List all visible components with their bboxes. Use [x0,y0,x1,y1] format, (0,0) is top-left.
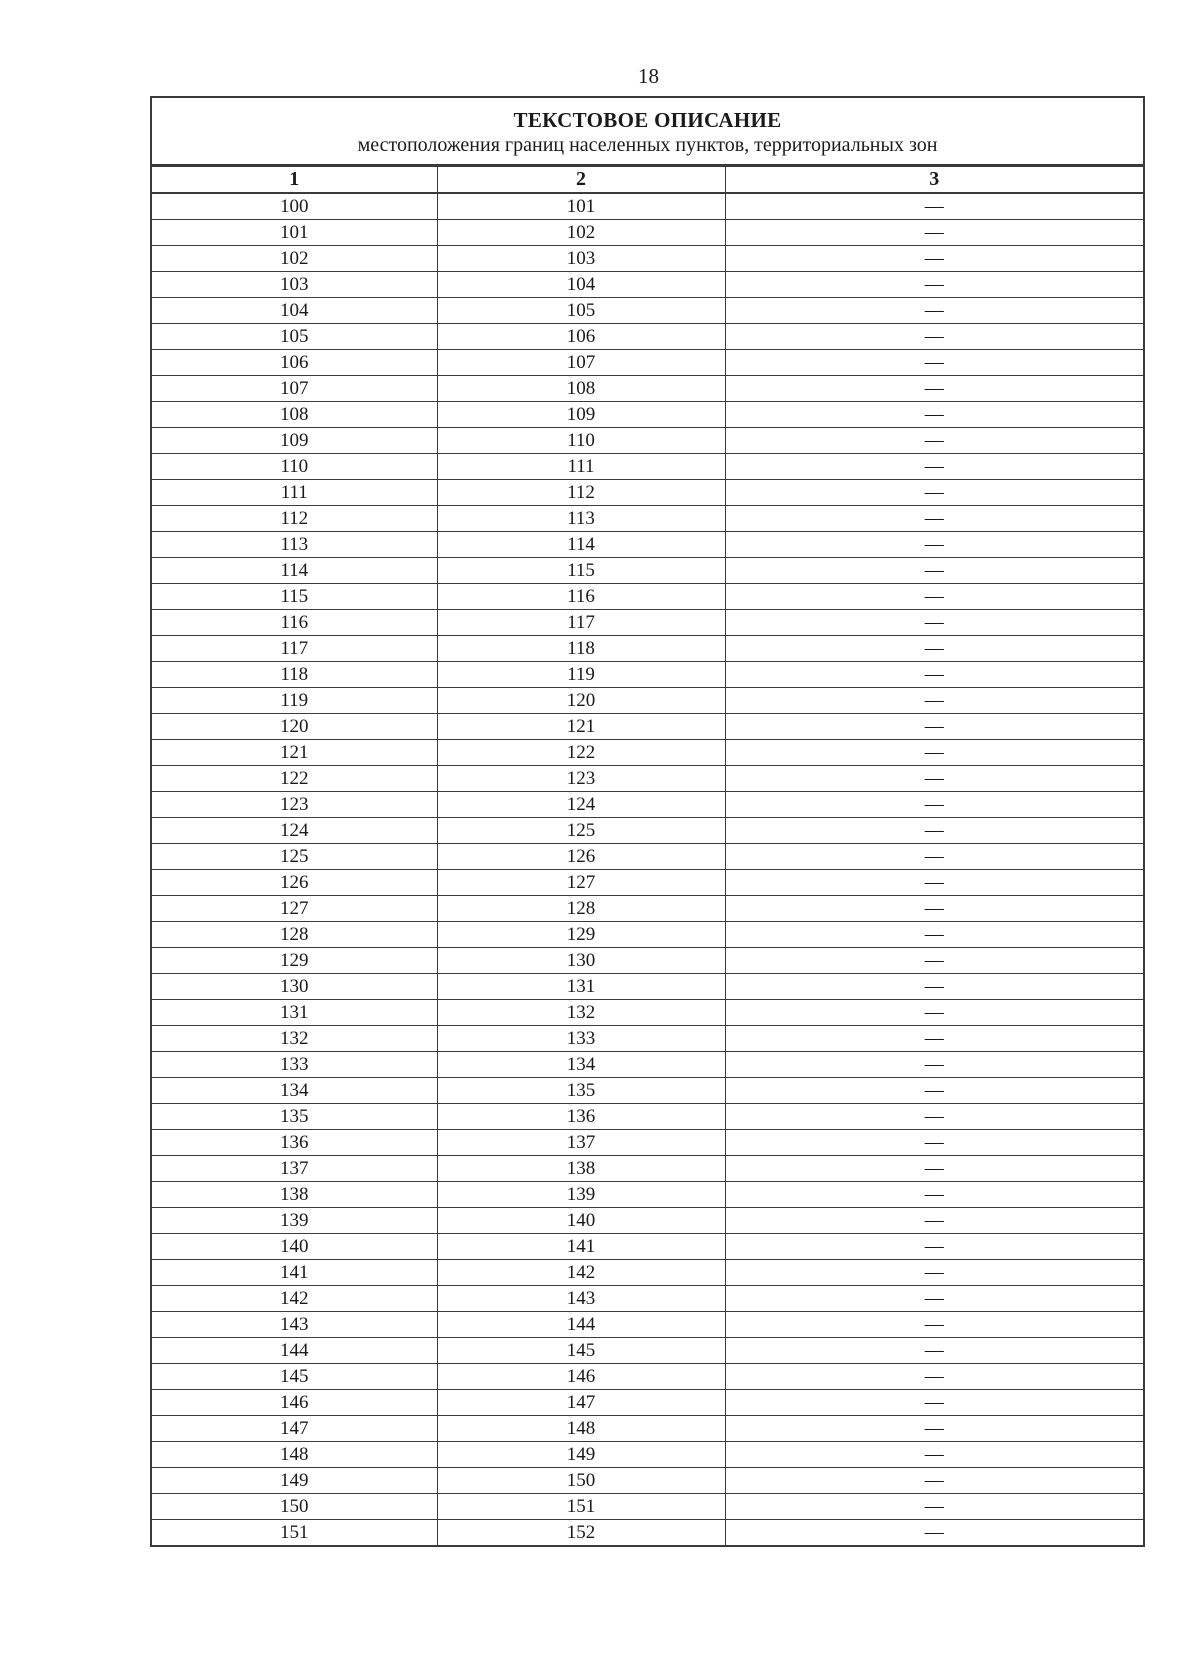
to-point-cell: 136 [437,1104,725,1130]
table-row [152,584,1143,610]
to-point-cell: 111 [437,454,725,480]
description-cell: — [725,1312,1143,1338]
to-point-cell: 104 [437,272,725,298]
from-point-cell: 145 [152,1364,437,1390]
table-row [152,740,1143,766]
column-header-1: 1 [152,167,437,194]
from-point-cell: 134 [152,1078,437,1104]
table-row [152,1416,1143,1442]
from-point-cell: 119 [152,688,437,714]
description-cell: — [725,818,1143,844]
to-point-cell: 148 [437,1416,725,1442]
table-row [152,818,1143,844]
to-point-cell: 115 [437,558,725,584]
to-point-cell: 132 [437,1000,725,1026]
from-point-cell: 143 [152,1312,437,1338]
table-row [152,662,1143,688]
to-point-cell: 141 [437,1234,725,1260]
description-cell: — [725,948,1143,974]
from-point-cell: 150 [152,1494,437,1520]
from-point-cell: 105 [152,324,437,350]
description-cell: — [725,246,1143,272]
description-cell: — [725,272,1143,298]
table-row [152,480,1143,506]
to-point-cell: 116 [437,584,725,610]
from-point-cell: 129 [152,948,437,974]
description-cell: — [725,480,1143,506]
description-cell: — [725,688,1143,714]
description-cell: — [725,298,1143,324]
to-point-cell: 108 [437,376,725,402]
to-point-cell: 110 [437,428,725,454]
table-row [152,1442,1143,1468]
from-point-cell: 108 [152,402,437,428]
description-cell: — [725,1390,1143,1416]
from-point-cell: 136 [152,1130,437,1156]
to-point-cell: 145 [437,1338,725,1364]
table-row [152,402,1143,428]
description-cell: — [725,844,1143,870]
table-row [152,454,1143,480]
from-point-cell: 116 [152,610,437,636]
table-row [152,870,1143,896]
description-cell: — [725,376,1143,402]
table-row [152,948,1143,974]
from-point-cell: 112 [152,506,437,532]
description-cell: — [725,1078,1143,1104]
table-heading [152,98,1143,166]
description-cell: — [725,1052,1143,1078]
to-point-cell: 106 [437,324,725,350]
description-cell: — [725,740,1143,766]
description-cell: — [725,974,1143,1000]
table-row [152,220,1143,246]
to-point-cell: 138 [437,1156,725,1182]
from-point-cell: 141 [152,1260,437,1286]
table-header-row [152,167,1143,194]
document-title: ТЕКСТОВОЕ ОПИСАНИЕ [513,108,782,132]
to-point-cell: 117 [437,610,725,636]
from-point-cell: 111 [152,480,437,506]
table-row [152,1520,1143,1546]
from-point-cell: 118 [152,662,437,688]
from-point-cell: 130 [152,974,437,1000]
from-point-cell: 149 [152,1468,437,1494]
from-point-cell: 120 [152,714,437,740]
table-row [152,324,1143,350]
to-point-cell: 142 [437,1260,725,1286]
from-point-cell: 147 [152,1416,437,1442]
table-row [152,1104,1143,1130]
table-row [152,1286,1143,1312]
table-row [152,428,1143,454]
table-row [152,1260,1143,1286]
from-point-cell: 113 [152,532,437,558]
description-cell: — [725,1104,1143,1130]
page-number: 18 [638,64,659,88]
to-point-cell: 144 [437,1312,725,1338]
to-point-cell: 129 [437,922,725,948]
from-point-cell: 106 [152,350,437,376]
from-point-cell: 114 [152,558,437,584]
to-point-cell: 137 [437,1130,725,1156]
description-cell: — [725,428,1143,454]
from-point-cell: 110 [152,454,437,480]
to-point-cell: 107 [437,350,725,376]
to-point-cell: 112 [437,480,725,506]
to-point-cell: 118 [437,636,725,662]
table-row [152,532,1143,558]
from-point-cell: 133 [152,1052,437,1078]
table-row [152,610,1143,636]
table-row [152,1052,1143,1078]
description-cell: — [725,1416,1143,1442]
description-cell: — [725,220,1143,246]
from-point-cell: 115 [152,584,437,610]
from-point-cell: 121 [152,740,437,766]
to-point-cell: 122 [437,740,725,766]
table-row [152,506,1143,532]
description-cell: — [725,1234,1143,1260]
table-row [152,1182,1143,1208]
to-point-cell: 131 [437,974,725,1000]
table-row [152,376,1143,402]
to-point-cell: 134 [437,1052,725,1078]
from-point-cell: 128 [152,922,437,948]
to-point-cell: 126 [437,844,725,870]
description-cell: — [725,1208,1143,1234]
from-point-cell: 135 [152,1104,437,1130]
to-point-cell: 140 [437,1208,725,1234]
column-header-3: 3 [725,167,1143,194]
description-cell: — [725,584,1143,610]
table-row [152,1468,1143,1494]
to-point-cell: 150 [437,1468,725,1494]
table-row [152,688,1143,714]
table-row [152,246,1143,272]
from-point-cell: 122 [152,766,437,792]
table-row [152,922,1143,948]
from-point-cell: 107 [152,376,437,402]
table-row [152,1156,1143,1182]
to-point-cell: 151 [437,1494,725,1520]
to-point-cell: 102 [437,220,725,246]
to-point-cell: 119 [437,662,725,688]
description-cell: — [725,1182,1143,1208]
description-cell: — [725,636,1143,662]
table-row [152,1364,1143,1390]
description-cell: — [725,896,1143,922]
description-cell: — [725,1364,1143,1390]
table-row [152,1312,1143,1338]
description-cell: — [725,1156,1143,1182]
description-cell: — [725,324,1143,350]
from-point-cell: 109 [152,428,437,454]
from-point-cell: 142 [152,1286,437,1312]
table-body [152,193,1143,1545]
to-point-cell: 113 [437,506,725,532]
to-point-cell: 128 [437,896,725,922]
to-point-cell: 133 [437,1026,725,1052]
table-row [152,558,1143,584]
table-row [152,1026,1143,1052]
from-point-cell: 140 [152,1234,437,1260]
table-row [152,792,1143,818]
description-cell: — [725,792,1143,818]
description-cell: — [725,1338,1143,1364]
description-cell: — [725,532,1143,558]
to-point-cell: 124 [437,792,725,818]
table-row [152,974,1143,1000]
to-point-cell: 109 [437,402,725,428]
table-row [152,1338,1143,1364]
from-point-cell: 117 [152,636,437,662]
table-row [152,1130,1143,1156]
to-point-cell: 125 [437,818,725,844]
from-point-cell: 102 [152,246,437,272]
to-point-cell: 127 [437,870,725,896]
column-header-2: 2 [437,167,725,194]
from-point-cell: 148 [152,1442,437,1468]
description-cell: — [725,766,1143,792]
to-point-cell: 146 [437,1364,725,1390]
from-point-cell: 103 [152,272,437,298]
from-point-cell: 100 [152,193,437,220]
table-row [152,193,1143,220]
table-row [152,766,1143,792]
table-row [152,272,1143,298]
boundary-description-sheet [150,96,1145,1547]
to-point-cell: 121 [437,714,725,740]
description-cell: — [725,193,1143,220]
to-point-cell: 123 [437,766,725,792]
table-row [152,1208,1143,1234]
from-point-cell: 101 [152,220,437,246]
description-cell: — [725,870,1143,896]
from-point-cell: 127 [152,896,437,922]
from-point-cell: 138 [152,1182,437,1208]
from-point-cell: 151 [152,1520,437,1546]
table-row [152,1078,1143,1104]
from-point-cell: 124 [152,818,437,844]
to-point-cell: 143 [437,1286,725,1312]
table-row [152,844,1143,870]
from-point-cell: 104 [152,298,437,324]
from-point-cell: 132 [152,1026,437,1052]
table-row [152,1000,1143,1026]
document-subtitle: местоположения границ населенных пунктов, территориальных зон [357,134,938,156]
to-point-cell: 114 [437,532,725,558]
to-point-cell: 105 [437,298,725,324]
table-row [152,1494,1143,1520]
to-point-cell: 147 [437,1390,725,1416]
description-cell: — [725,1026,1143,1052]
from-point-cell: 146 [152,1390,437,1416]
description-cell: — [725,1468,1143,1494]
table-row [152,1234,1143,1260]
description-cell: — [725,922,1143,948]
table-row [152,350,1143,376]
table-row [152,714,1143,740]
from-point-cell: 123 [152,792,437,818]
description-cell: — [725,610,1143,636]
from-point-cell: 144 [152,1338,437,1364]
to-point-cell: 135 [437,1078,725,1104]
to-point-cell: 139 [437,1182,725,1208]
table-row [152,636,1143,662]
description-cell: — [725,558,1143,584]
description-cell: — [725,662,1143,688]
to-point-cell: 152 [437,1520,725,1546]
description-cell: — [725,1494,1143,1520]
from-point-cell: 126 [152,870,437,896]
description-cell: — [725,1286,1143,1312]
to-point-cell: 101 [437,193,725,220]
from-point-cell: 131 [152,1000,437,1026]
description-cell: — [725,1260,1143,1286]
table-row [152,1390,1143,1416]
description-cell: — [725,402,1143,428]
description-cell: — [725,714,1143,740]
description-cell: — [725,1520,1143,1546]
description-cell: — [725,506,1143,532]
from-point-cell: 137 [152,1156,437,1182]
table-row [152,896,1143,922]
description-cell: — [725,1000,1143,1026]
to-point-cell: 149 [437,1442,725,1468]
description-cell: — [725,454,1143,480]
description-cell: — [725,1442,1143,1468]
to-point-cell: 130 [437,948,725,974]
from-point-cell: 125 [152,844,437,870]
to-point-cell: 103 [437,246,725,272]
table-row [152,298,1143,324]
from-point-cell: 139 [152,1208,437,1234]
to-point-cell: 120 [437,688,725,714]
description-cell: — [725,350,1143,376]
description-cell: — [725,1130,1143,1156]
boundary-points-table [152,166,1143,1545]
